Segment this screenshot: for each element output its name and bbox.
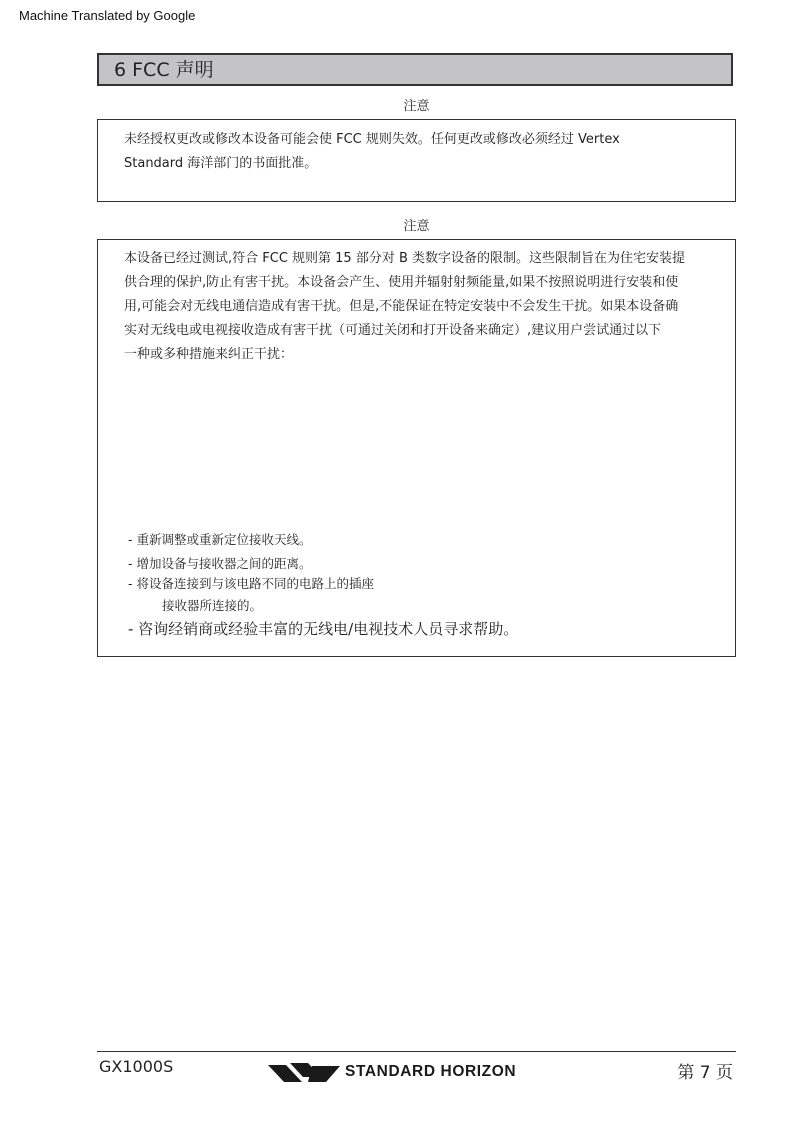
list-item: - 重新调整或重新定位接收天线。 bbox=[128, 532, 312, 547]
notice-1-box bbox=[97, 119, 736, 202]
interference-measures-list bbox=[128, 528, 518, 642]
notice-1-line-1: 未经授权更改或修改本设备可能会使 FCC 规则失效。任何更改或修改必须经过 Vertex bbox=[124, 132, 620, 147]
notice-2-line-2: 供合理的保护,防止有害干扰。本设备会产生、使用并辐射射频能量,如果不按照说明进行安装和使 bbox=[124, 275, 679, 290]
page-number: 第 7 页 bbox=[677, 1063, 733, 1083]
brand-mark-icon bbox=[268, 1060, 342, 1084]
machine-translation-watermark: Machine Translated by Google bbox=[19, 8, 196, 23]
notice-2-line-1: 本设备已经过测试,符合 FCC 规则第 15 部分对 B 类数字设备的限制。这些限制旨在为住宅安装提 bbox=[124, 251, 686, 266]
standard-horizon-logo bbox=[268, 1060, 568, 1086]
model-name: GX1000S bbox=[99, 1057, 174, 1076]
section-title: 6 FCC 声明 bbox=[97, 53, 733, 86]
notice-2-line-3: 用,可能会对无线电通信造成有害干扰。但是,不能保证在特定安装中不会发生干扰。如果本设备确 bbox=[124, 299, 679, 314]
notice-1-line-2: Standard 海洋部门的书面批准。 bbox=[124, 156, 318, 171]
list-item: - 增加设备与接收器之间的距离。 bbox=[128, 556, 312, 571]
notice-2-box bbox=[97, 239, 736, 657]
list-item: - 将设备连接到与该电路不同的电路上的插座 bbox=[128, 576, 374, 591]
list-item-continuation: 接收器所连接的。 bbox=[162, 598, 263, 613]
footer-divider bbox=[97, 1051, 736, 1052]
brand-name: STANDARD HORIZON bbox=[345, 1063, 517, 1080]
notice-2-label: 注意 bbox=[403, 219, 430, 234]
list-item: - 咨询经销商或经验丰富的无线电/电视技术人员寻求帮助。 bbox=[128, 620, 519, 638]
notice-2-line-5: 一种或多种措施来纠正干扰： bbox=[124, 347, 294, 362]
notice-1-label: 注意 bbox=[403, 99, 430, 114]
notice-2-line-4: 实对无线电或电视接收造成有害干扰（可通过关闭和打开设备来确定）,建议用户尝试通过以下 bbox=[124, 323, 662, 338]
